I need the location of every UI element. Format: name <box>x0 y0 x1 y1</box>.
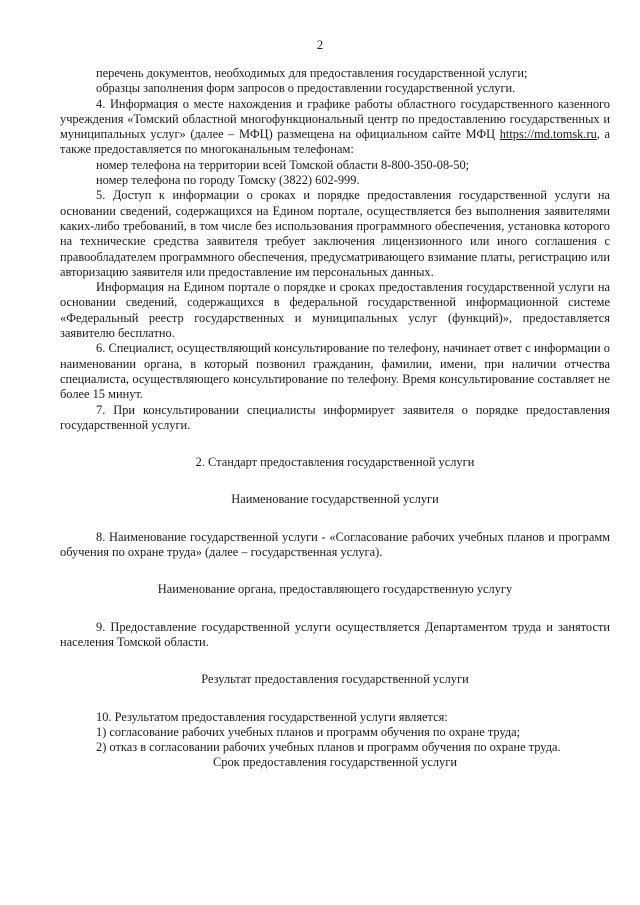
mfc-website-link[interactable]: https://md.tomsk.ru <box>499 127 597 142</box>
paragraph-6: 6. Специалист, осуществляющий консультирование по телефону, начинает ответ с информации о наименовании органа, в который позвонил гражданин, фамилии, имени, при наличии отчества специалиста, осуществляющего консультирование по телефону. Время консультирование составляет не более 15 минут. <box>60 341 610 402</box>
paragraph-5b: Информация на Едином портале о порядке и сроках предоставления государственной услуги на основании сведений, содержащихся в федеральной государственной информационной системе «Федеральный реестр государственных и муниципальных услуг (функций)», предоставляется заявителю бесплатно. <box>60 280 610 341</box>
paragraph-5: 5. Доступ к информации о сроках и порядке предоставления государственной услуги на основании сведений, содержащихся на Едином портале, осуществляется без выполнения заявителями каких-либо требований, в том числе без использования программного обеспечения, установка которого на технические средства заявителя требует заключения лицензионного или иного соглашения с правообладателем программного обеспечения, предусматривающего взимание платы, регистрацию или авторизацию заявителя или предоставление им персональных данных. <box>60 188 610 279</box>
heading-result: Результат предоставления государственной услуги <box>201 672 469 687</box>
paragraph-8: 8. Наименование государственной услуги - «Согласование рабочих учебных планов и программ обучения по охране труда» (далее – государственная услуга). <box>60 529 610 560</box>
result-item: 2) отказ в согласовании рабочих учебных планов и программ обучения по охране труда. <box>96 740 561 755</box>
heading-term: Срок предоставления государственной услуги <box>213 755 457 770</box>
heading-organ: Наименование органа, предоставляющего государственную услугу <box>157 582 513 597</box>
paragraph-7: 7. При консультировании специалисты информирует заявителя о порядке предоставления государственной услуги. <box>60 402 610 432</box>
section-2-title: 2. Стандарт предоставления государственной услуги <box>195 455 475 470</box>
paragraph-4 <box>60 97 610 158</box>
phone-item: номер телефона на территории всей Томской области 8-800-350-08-50; <box>96 157 470 172</box>
heading-service-name: Наименование государственной услуги <box>231 492 439 507</box>
phone-item: номер телефона по городу Томску (3822) 602-999. <box>96 173 360 188</box>
list-item: перечень документов, необходимых для предоставления государственной услуги; <box>96 66 528 80</box>
result-item: 1) согласование рабочих учебных планов и программ обучения по охране труда; <box>96 724 521 739</box>
paragraph-10: 10. Результатом предоставления государственной услуги является: <box>96 709 448 724</box>
page-number: 2 <box>316 38 324 52</box>
paragraph-4-tail: , а также предоставляется по многоканальным телефонам: <box>60 127 610 157</box>
list-item: образцы заполнения форм запросов о предоставлении государственной услуги. <box>96 81 516 96</box>
paragraph-9: 9. Предоставление государственной услуги осуществляется Департаментом труда и занятости населения Томской области. <box>60 619 610 649</box>
document-body <box>60 66 610 771</box>
paragraph-4-text: 4. Информация о месте нахождения и графике работы областного государственного казенного учреждения «Томский областной многофункциональный центр по предоставлению государственных и муниципальных услуг» (далее – МФЦ) размещена на официальном сайте МФЦ <box>60 96 610 142</box>
